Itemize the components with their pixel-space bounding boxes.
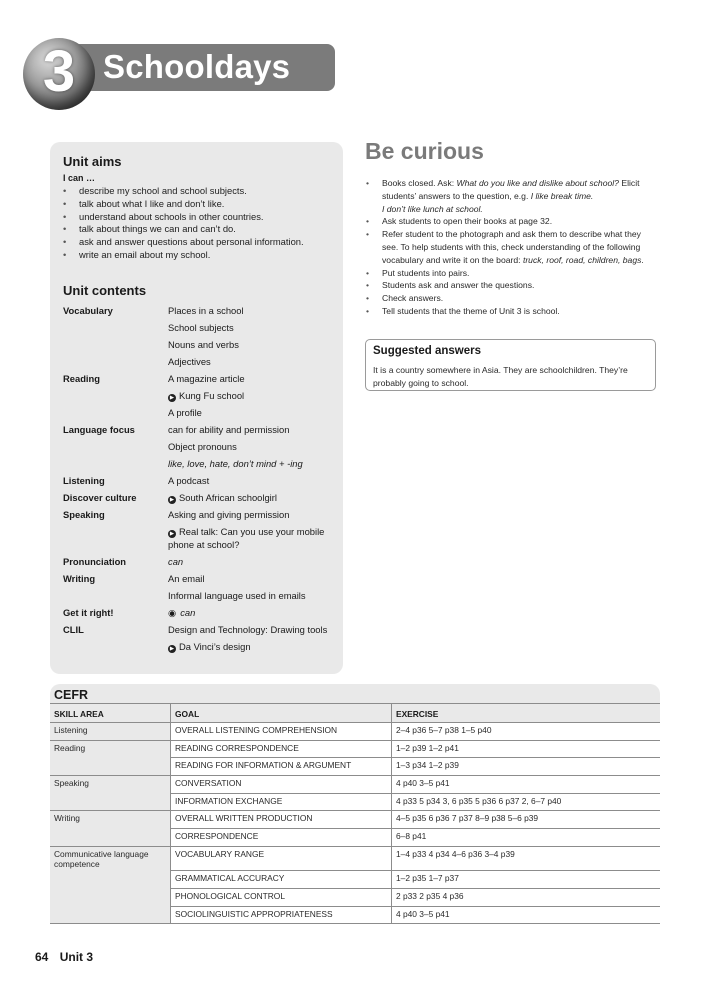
page-footer [35, 950, 101, 964]
contents-category: Vocabulary [63, 305, 113, 316]
list-item: • write an email about my school. [63, 249, 333, 262]
exercise-cell: 2–4 p36 5–7 p38 1–5 p40 [392, 723, 661, 741]
table-row [50, 740, 660, 758]
unit-aims-intro: I can … [63, 173, 96, 183]
table-row [63, 422, 335, 439]
goal-cell: CONVERSATION [171, 776, 392, 794]
contents-category [63, 337, 168, 354]
question-text: What do you like and dislike about school? [456, 178, 619, 188]
contents-item: Informal language used in emails [168, 589, 306, 601]
contents-item: can [180, 606, 196, 618]
suggested-answers-box [365, 339, 656, 391]
play-video-icon: ▶ [169, 645, 175, 652]
list-item: • Ask students to open their books at page 32. [366, 215, 656, 228]
unit-number-badge [23, 38, 95, 110]
contents-item: Nouns and verbs [168, 339, 239, 350]
table-row [63, 507, 335, 524]
contents-item: Real talk: Can you use your mobile phone at school? [168, 526, 325, 550]
table-row [50, 723, 660, 741]
play-video-icon: ▶ [169, 497, 175, 503]
unit-aims-list [63, 185, 333, 262]
contents-item: An email [168, 572, 205, 584]
table-row [63, 524, 335, 554]
goal-cell: SOCIOLINGUISTIC APPROPRIATENESS [171, 906, 392, 924]
footer-unit-label: Unit 3 [59, 950, 94, 964]
contents-item: Object pronouns [168, 441, 237, 452]
table-row [63, 473, 335, 490]
be-curious-list [366, 177, 656, 318]
vocabulary-words: truck, roof, road, children, bags [522, 254, 642, 265]
list-item [366, 228, 656, 266]
goal-cell: READING CORRESPONDENCE [171, 740, 392, 758]
goal-cell: OVERALL WRITTEN PRODUCTION [171, 811, 392, 829]
exercise-cell: 6–8 p41 [392, 829, 661, 847]
contents-category [63, 456, 168, 473]
contents-item: A magazine article [168, 373, 245, 384]
video-link-kung-fu[interactable] [168, 388, 335, 405]
page-title: Schooldays [103, 48, 291, 85]
goal-cell: CORRESPONDENCE [171, 829, 392, 847]
exercise-cell: 4 p33 5 p34 3, 6 p35 5 p36 6 p37 2, 6–7 p40 [392, 793, 661, 811]
video-link-real-talk[interactable] [168, 524, 335, 554]
contents-item: can [168, 555, 184, 567]
contents-category: Pronunciation [63, 555, 127, 567]
page-number: 64 [35, 950, 49, 964]
table-row [50, 776, 660, 794]
skill-area-cell: Writing [50, 811, 171, 829]
table-row [63, 456, 335, 473]
table-row [50, 871, 660, 889]
instruction-text: Elicit students’ answers to the question, e.g. [382, 178, 640, 201]
contents-category [63, 639, 168, 656]
list-item: • describe my school and school subjects. [63, 185, 333, 198]
example-text: I like break time. [530, 190, 594, 201]
contents-item: Da Vinci’s design [179, 640, 251, 652]
exercise-cell: 1–4 p33 4 p34 4–6 p36 3–4 p39 [392, 846, 661, 871]
table-row [63, 490, 335, 507]
table-row [63, 320, 335, 337]
table-row [63, 639, 335, 656]
list-item: • Tell students that the theme of Unit 3 is school. [366, 305, 656, 318]
exercise-cell: 1–2 p39 1–2 p41 [392, 740, 661, 758]
list-item: • understand about schools in other countries. [63, 211, 333, 224]
contents-category: Reading [63, 373, 100, 384]
list-item: • Check answers. [366, 292, 656, 305]
contents-category: Writing [63, 572, 96, 584]
goal-cell: OVERALL LISTENING COMPREHENSION [171, 723, 392, 741]
unit-number: 3 [42, 39, 76, 104]
unit-aims-panel [50, 142, 343, 674]
list-item: • ask and answer questions about personal information. [63, 236, 333, 249]
contents-category: Get it right! [63, 606, 114, 618]
table-row [63, 354, 335, 371]
contents-item: Places in a school [168, 305, 244, 316]
exercise-cell: 4–5 p35 6 p36 7 p37 8–9 p38 5–6 p39 [392, 811, 661, 829]
get-it-right-cell [168, 605, 335, 622]
contents-item: A profile [168, 407, 202, 418]
instruction-text: Refer student to the photograph and ask them to describe what they see. To help students with this, check understanding of the following vocabulary and write it on the board: [382, 229, 641, 265]
contents-category [63, 588, 168, 605]
table-row [63, 371, 335, 388]
list-item: • Students ask and answer the questions. [366, 279, 656, 292]
unit-contents-heading: Unit contents [63, 283, 147, 298]
contents-category: Speaking [63, 509, 105, 520]
exercise-cell: 4 p40 3–5 p41 [392, 906, 661, 924]
contents-item: Adjectives [168, 356, 211, 367]
table-row [50, 906, 660, 924]
contents-item: School subjects [168, 322, 234, 333]
unit-aims-heading: Unit aims [63, 154, 122, 169]
skill-area-cell [50, 829, 171, 847]
table-row [50, 811, 660, 829]
contents-category [63, 524, 168, 554]
column-header-exercise: EXERCISE [392, 704, 661, 723]
goal-cell: INFORMATION EXCHANGE [171, 793, 392, 811]
column-header-skill-area: SKILL AREA [50, 704, 171, 723]
skill-area-cell [50, 889, 171, 907]
contents-category [63, 320, 168, 337]
exercise-cell: 2 p33 2 p35 4 p36 [392, 889, 661, 907]
video-link-south-african-schoolgirl[interactable] [168, 490, 335, 507]
instruction-text: . [641, 254, 644, 265]
cefr-table [50, 703, 660, 924]
cefr-panel [50, 684, 660, 919]
exercise-cell: 1–2 p35 1–7 p37 [392, 871, 661, 889]
contents-category: Language focus [63, 424, 135, 435]
example-text: I don’t like lunch at school. [382, 203, 483, 214]
skill-area-cell: Listening [50, 723, 171, 741]
suggested-answers-heading: Suggested answers [373, 345, 482, 357]
column-header-goal: GOAL [171, 704, 392, 723]
table-row [50, 758, 660, 776]
contents-item: Kung Fu school [179, 390, 245, 401]
contents-item: Design and Technology: Drawing tools [168, 623, 328, 635]
contents-item: like, love, hate, don’t mind + -ing [168, 458, 303, 469]
table-row [63, 337, 335, 354]
list-item [366, 177, 656, 215]
table-row [63, 622, 335, 639]
exercise-cell: 1–3 p34 1–2 p39 [392, 758, 661, 776]
cefr-heading: CEFR [54, 688, 89, 702]
be-curious-heading: Be curious [365, 138, 484, 164]
contents-category [63, 405, 168, 422]
unit-contents-table [63, 303, 335, 656]
goal-cell: PHONOLOGICAL CONTROL [171, 889, 392, 907]
goal-cell: VOCABULARY RANGE [171, 846, 392, 871]
table-row [63, 388, 335, 405]
contents-item: can for ability and permission [168, 424, 290, 435]
contents-category: CLIL [63, 623, 84, 635]
table-row [50, 846, 660, 871]
video-link-da-vinci[interactable] [168, 639, 335, 656]
skill-area-cell [50, 793, 171, 811]
table-row [50, 889, 660, 907]
table-row [63, 554, 335, 571]
contents-item: A podcast [168, 475, 210, 486]
play-video-icon: ▶ [169, 395, 175, 401]
table-row [63, 303, 335, 320]
skill-area-cell: Communicative language competence [50, 846, 171, 871]
table-header-row [50, 704, 660, 723]
list-item: • talk about what I like and don’t like. [63, 198, 333, 211]
play-video-icon: ▶ [169, 531, 175, 537]
goal-cell: READING FOR INFORMATION & ARGUMENT [171, 758, 392, 776]
contents-category [63, 354, 168, 371]
skill-area-cell [50, 758, 171, 776]
goal-cell: GRAMMATICAL ACCURACY [171, 871, 392, 889]
contents-category [63, 439, 168, 456]
skill-area-cell: Speaking [50, 776, 171, 794]
table-row [63, 588, 335, 605]
list-item: • Put students into pairs. [366, 267, 656, 280]
contents-category: Discover culture [63, 492, 137, 503]
exercise-cell: 4 p40 3–5 p41 [392, 776, 661, 794]
table-row [63, 571, 335, 588]
list-item: • talk about things we can and can’t do. [63, 223, 333, 236]
table-row [63, 405, 335, 422]
table-row [63, 605, 335, 622]
table-row [63, 439, 335, 456]
contents-item: South African schoolgirl [179, 492, 277, 503]
table-row [50, 829, 660, 847]
table-row [50, 793, 660, 811]
contents-category [63, 388, 168, 405]
skill-area-cell [50, 871, 171, 889]
instruction-text: Books closed. Ask: [382, 178, 457, 188]
skill-area-cell: Reading [50, 740, 171, 758]
contents-item: Asking and giving permission [168, 509, 290, 520]
title-bar [62, 44, 335, 91]
suggested-answers-text: It is a country somewhere in Asia. They are schoolchildren. They’re probably going to school. [373, 365, 628, 388]
skill-area-cell [50, 906, 171, 924]
eye-icon: ◉ [168, 606, 177, 618]
contents-category: Listening [63, 475, 105, 486]
